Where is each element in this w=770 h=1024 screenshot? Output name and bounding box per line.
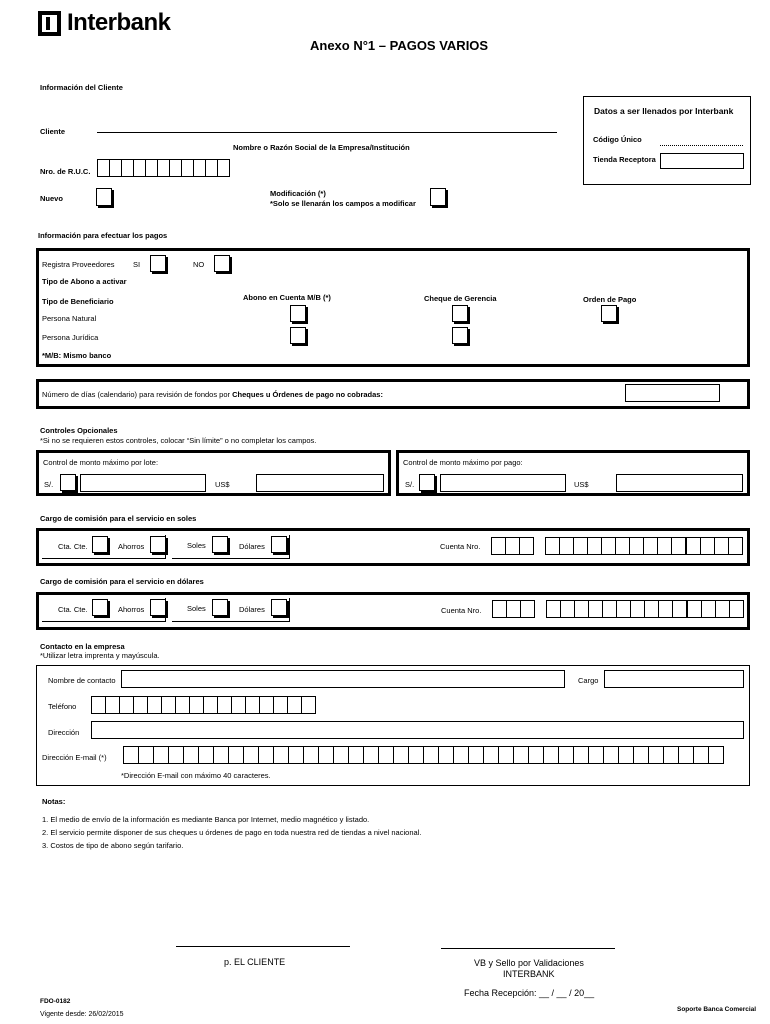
char-cell[interactable] <box>505 537 520 555</box>
char-cell[interactable] <box>728 537 743 555</box>
dolares-dolares-checkbox[interactable] <box>271 599 287 616</box>
lote-dolares-input[interactable] <box>256 474 384 492</box>
char-cell[interactable] <box>574 600 589 618</box>
dolares-cuenta-label: Cuenta Nro. <box>441 606 482 615</box>
dolares-dolares-label: Dólares <box>239 605 265 614</box>
char-cell[interactable] <box>672 600 687 618</box>
char-cell[interactable] <box>217 159 230 177</box>
soles-ctacte-label: Cta. Cte. <box>58 542 88 551</box>
char-cell[interactable] <box>588 746 604 764</box>
char-cell[interactable] <box>693 746 709 764</box>
char-cell[interactable] <box>333 746 349 764</box>
char-cell[interactable] <box>545 537 560 555</box>
nota-3: 3. Costos de tipo de abono según tarifario. <box>42 841 184 850</box>
char-cell[interactable] <box>520 600 535 618</box>
char-cell[interactable] <box>700 537 715 555</box>
char-cell[interactable] <box>273 746 289 764</box>
char-cell[interactable] <box>657 537 672 555</box>
nuevo-label: Nuevo <box>40 194 63 203</box>
pago-soles-input[interactable] <box>440 474 566 492</box>
char-cell[interactable] <box>423 746 439 764</box>
email-label: Dirección E-mail (*) <box>42 753 107 762</box>
char-cell[interactable] <box>546 600 561 618</box>
nota-1: 1. El medio de envío de la información es mediante Banca por Internet, medio magnético y listado. <box>42 815 370 824</box>
char-cell[interactable] <box>498 746 514 764</box>
char-cell[interactable] <box>658 600 673 618</box>
natural-cheque-checkbox[interactable] <box>452 305 468 322</box>
char-cell[interactable] <box>630 600 645 618</box>
vb-signature-line <box>441 948 615 949</box>
char-cell[interactable] <box>408 746 424 764</box>
char-cell[interactable] <box>701 600 716 618</box>
char-cell[interactable] <box>287 696 302 714</box>
char-cell[interactable] <box>671 537 686 555</box>
nota-2: 2. El servicio permite disponer de sus cheques u órdenes de pago en toda nuestra red de tiendas a nivel nacional. <box>42 828 422 837</box>
char-cell[interactable] <box>393 746 409 764</box>
tipo-beneficiario-label: Tipo de Beneficiario <box>42 297 114 306</box>
tienda-receptora-label: Tienda Receptora <box>593 155 656 164</box>
lote-label: Control de monto máximo por lote: <box>43 458 159 467</box>
char-cell[interactable] <box>663 746 679 764</box>
char-cell[interactable] <box>491 537 506 555</box>
char-cell[interactable] <box>273 696 288 714</box>
page-title: Anexo N°1 – PAGOS VARIOS <box>310 38 489 53</box>
char-cell[interactable] <box>558 746 574 764</box>
char-cell[interactable] <box>588 600 603 618</box>
char-cell[interactable] <box>133 696 148 714</box>
dias-label <box>42 390 383 399</box>
char-cell[interactable] <box>715 600 730 618</box>
char-cell[interactable] <box>714 537 729 555</box>
soles-ctacte-checkbox[interactable] <box>92 536 108 553</box>
persona-juridica-label: Persona Jurídica <box>42 333 99 342</box>
si-label: SI <box>133 260 141 269</box>
char-cell[interactable] <box>213 746 229 764</box>
nuevo-checkbox[interactable] <box>96 188 112 206</box>
char-cell[interactable] <box>203 696 218 714</box>
char-cell[interactable] <box>147 696 162 714</box>
pago-label: Control de monto máximo por pago: <box>403 458 523 467</box>
char-cell[interactable] <box>198 746 214 764</box>
char-cell[interactable] <box>153 746 169 764</box>
direccion-input[interactable] <box>91 721 744 739</box>
char-cell[interactable] <box>603 746 619 764</box>
char-cell[interactable] <box>686 537 701 555</box>
email-note: *Dirección E-mail con máximo 40 caracteres. <box>121 771 271 780</box>
lote-soles-checkbox[interactable] <box>60 474 76 491</box>
controles-note: *Si no se requieren estos controles, colocar “Sin límite” o no completar los campos. <box>40 436 317 445</box>
char-cell[interactable] <box>633 746 649 764</box>
codigo-unico-label: Código Único <box>593 135 642 144</box>
char-cell[interactable] <box>138 746 154 764</box>
lote-soles-input[interactable] <box>80 474 206 492</box>
char-cell[interactable] <box>168 746 184 764</box>
dolares-ahorros-checkbox[interactable] <box>150 599 166 616</box>
dias-label-prefix: Número de días (calendario) para revisión de fondos por <box>42 390 233 399</box>
char-cell[interactable] <box>453 746 469 764</box>
registra-si-checkbox[interactable] <box>150 255 166 272</box>
dias-label-bold: Cheques u Órdenes de pago no cobradas: <box>232 390 383 399</box>
char-cell[interactable] <box>573 537 588 555</box>
char-cell[interactable] <box>228 746 244 764</box>
comision-soles-title: Cargo de comisión para el servicio en soles <box>40 514 197 523</box>
char-cell[interactable] <box>231 696 246 714</box>
codigo-unico-field[interactable] <box>660 145 743 146</box>
char-cell[interactable] <box>303 746 319 764</box>
char-cell[interactable] <box>629 537 644 555</box>
dias-input[interactable] <box>625 384 720 402</box>
pago-dolares-label: US$ <box>574 480 589 489</box>
char-cell[interactable] <box>492 600 507 618</box>
name-caption: Nombre o Razón Social de la Empresa/Institución <box>233 143 410 152</box>
char-cell[interactable] <box>687 600 702 618</box>
interbank-logo-icon <box>37 11 62 36</box>
juridica-abono-checkbox[interactable] <box>290 327 306 344</box>
char-cell[interactable] <box>183 746 199 764</box>
char-cell[interactable] <box>506 600 521 618</box>
cliente-signature-label: p. EL CLIENTE <box>224 957 286 967</box>
char-cell[interactable] <box>615 537 630 555</box>
ruc-label: Nro. de R.U.C. <box>40 167 91 176</box>
soles-soles-label: Soles <box>187 541 206 550</box>
char-cell[interactable] <box>528 746 544 764</box>
controles-title: Controles Opcionales <box>40 426 118 435</box>
cliente-label: Cliente <box>40 127 66 136</box>
pago-soles-checkbox[interactable] <box>419 474 435 491</box>
col-orden-pago: Orden de Pago <box>583 295 637 304</box>
char-cell[interactable] <box>348 746 364 764</box>
soles-ahorros-checkbox[interactable] <box>150 536 166 553</box>
char-cell[interactable] <box>161 696 176 714</box>
notas-title: Notas: <box>42 797 66 806</box>
soles-ahorros-label: Ahorros <box>118 542 145 551</box>
dolares-soles-checkbox[interactable] <box>212 599 228 616</box>
soles-dolares-label: Dólares <box>239 542 265 551</box>
char-cell[interactable] <box>618 746 634 764</box>
nombre-contacto-input[interactable] <box>121 670 565 688</box>
char-cell[interactable] <box>643 537 658 555</box>
section-client-info: Información del Cliente <box>40 83 123 92</box>
char-cell[interactable] <box>601 537 616 555</box>
char-cell[interactable] <box>378 746 394 764</box>
soles-cuenta-label: Cuenta Nro. <box>440 542 481 551</box>
char-cell[interactable] <box>708 746 724 764</box>
char-cell[interactable] <box>301 696 316 714</box>
char-cell[interactable] <box>644 600 659 618</box>
direccion-label: Dirección <box>48 728 80 737</box>
char-cell[interactable] <box>318 746 334 764</box>
vb-label-line2: INTERBANK <box>503 969 555 979</box>
soporte-label: Soporte Banca Comercial <box>677 1006 757 1013</box>
char-cell[interactable] <box>678 746 694 764</box>
char-cell[interactable] <box>616 600 631 618</box>
char-cell[interactable] <box>363 746 379 764</box>
cliente-name-line[interactable] <box>97 132 557 133</box>
lote-dolares-label: US$ <box>215 480 230 489</box>
char-cell[interactable] <box>258 746 274 764</box>
char-cell[interactable] <box>587 537 602 555</box>
comision-dolares-title: Cargo de comisión para el servicio en dólares <box>40 577 204 586</box>
col-abono-cuenta: Abono en Cuenta M/B (*) <box>243 293 331 302</box>
registra-no-checkbox[interactable] <box>214 255 230 272</box>
cargo-input[interactable] <box>604 670 744 688</box>
juridica-cheque-checkbox[interactable] <box>452 327 468 344</box>
char-cell[interactable] <box>243 746 259 764</box>
modificacion-checkbox[interactable] <box>430 188 446 206</box>
char-cell[interactable] <box>438 746 454 764</box>
contacto-title: Contacto en la empresa <box>40 642 125 651</box>
char-cell[interactable] <box>288 746 304 764</box>
telefono-label: Teléfono <box>48 702 77 711</box>
dolares-ahorros-label: Ahorros <box>118 605 145 614</box>
char-cell[interactable] <box>123 746 139 764</box>
char-cell[interactable] <box>560 600 575 618</box>
col-cheque-gerencia: Cheque de Gerencia <box>424 294 497 303</box>
modificacion-note: *Solo se llenarán los campos a modificar <box>270 199 416 208</box>
tienda-receptora-field[interactable] <box>660 153 744 169</box>
dolares-soles-label: Soles <box>187 604 206 613</box>
pago-dolares-input[interactable] <box>616 474 743 492</box>
cargo-label: Cargo <box>578 676 599 685</box>
form-code: FDO-0182 <box>40 998 71 1005</box>
fecha-recepcion: Fecha Recepción: __ / __ / 20__ <box>464 988 595 998</box>
registra-proveedores-label: Registra Proveedores <box>42 260 115 269</box>
char-cell[interactable] <box>91 696 106 714</box>
char-cell[interactable] <box>559 537 574 555</box>
dolares-ctacte-label: Cta. Cte. <box>58 605 88 614</box>
pago-soles-label: S/. <box>405 480 415 489</box>
vb-label-line1: VB y Sello por Validaciones <box>474 958 584 968</box>
char-cell[interactable] <box>119 696 134 714</box>
tipo-abono-label: Tipo de Abono a activar <box>42 277 127 286</box>
char-cell[interactable] <box>245 696 260 714</box>
char-cell[interactable] <box>259 696 274 714</box>
section-payments: Información para efectuar los pagos <box>38 231 168 240</box>
vigente-desde: Vigente desde: 26/02/2015 <box>40 1011 124 1018</box>
char-cell[interactable] <box>729 600 744 618</box>
nombre-contacto-label: Nombre de contacto <box>48 676 116 685</box>
contacto-note: *Utilizar letra imprenta y mayúscula. <box>40 651 160 660</box>
dolares-ctacte-checkbox[interactable] <box>92 599 108 616</box>
char-cell[interactable] <box>513 746 529 764</box>
char-cell[interactable] <box>602 600 617 618</box>
char-cell[interactable] <box>105 696 120 714</box>
char-cell[interactable] <box>189 696 204 714</box>
mb-note: *M/B: Mismo banco <box>42 351 112 360</box>
lote-soles-label: S/. <box>44 480 54 489</box>
char-cell[interactable] <box>217 696 232 714</box>
soles-dolares-checkbox[interactable] <box>271 536 287 553</box>
char-cell[interactable] <box>519 537 534 555</box>
brand-name: Interbank <box>67 9 171 36</box>
char-cell[interactable] <box>175 696 190 714</box>
no-label: NO <box>193 260 205 269</box>
soles-soles-checkbox[interactable] <box>212 536 228 553</box>
persona-natural-label: Persona Natural <box>42 314 97 323</box>
char-cell[interactable] <box>543 746 559 764</box>
char-cell[interactable] <box>483 746 499 764</box>
cliente-signature-line <box>176 946 350 947</box>
modificacion-label: Modificación (*) <box>270 189 326 198</box>
payments-frame <box>36 248 750 367</box>
natural-abono-checkbox[interactable] <box>290 305 306 322</box>
char-cell[interactable] <box>648 746 664 764</box>
char-cell[interactable] <box>468 746 484 764</box>
char-cell[interactable] <box>573 746 589 764</box>
bank-box-title: Datos a ser llenados por Interbank <box>594 106 734 116</box>
natural-orden-checkbox[interactable] <box>601 305 617 322</box>
